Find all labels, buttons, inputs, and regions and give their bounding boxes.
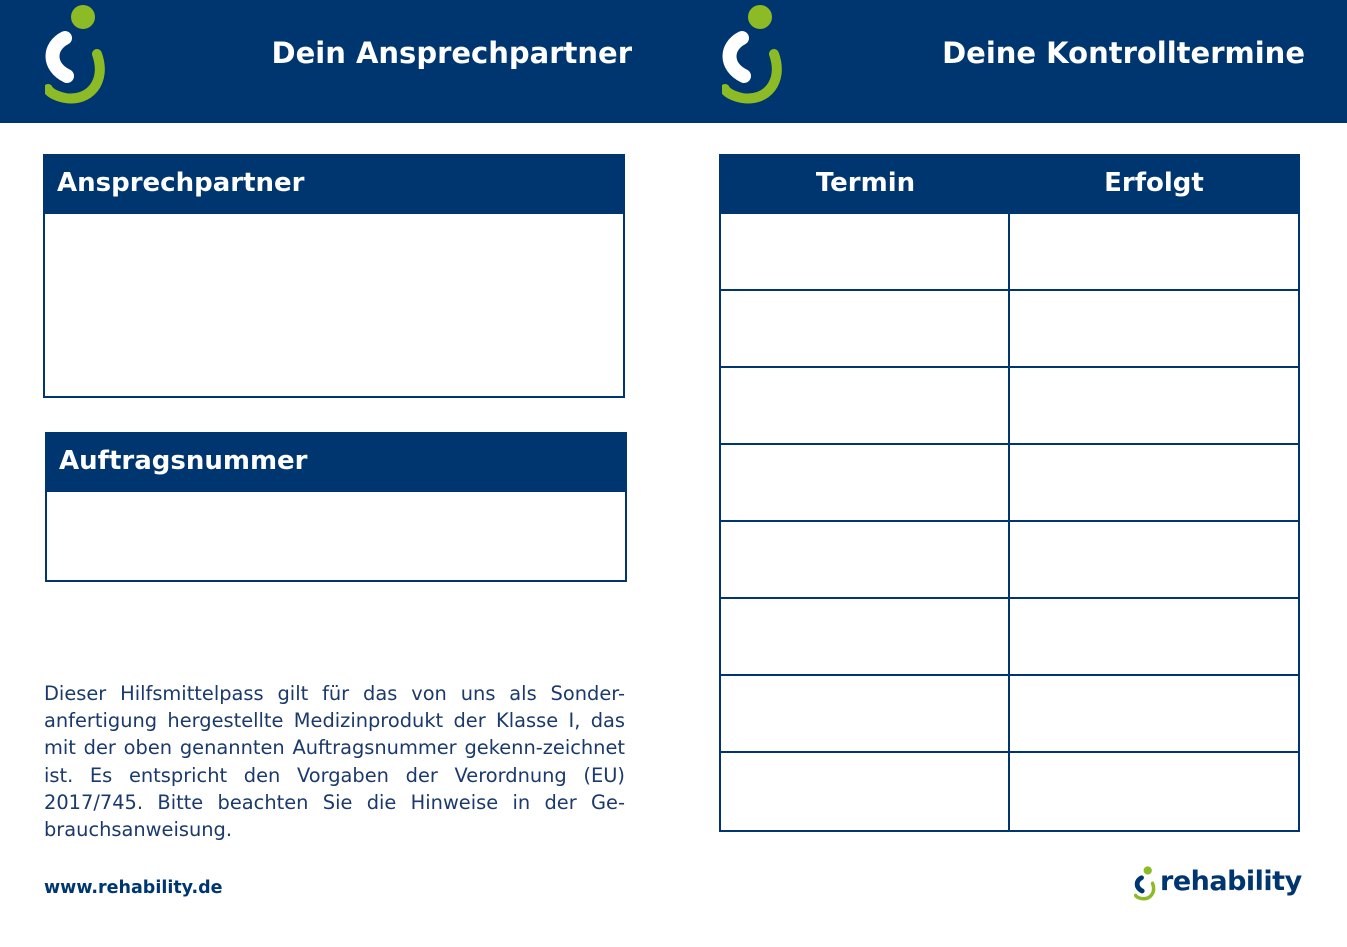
erfolgt-cell[interactable] bbox=[1010, 291, 1298, 368]
erfolgt-cell[interactable] bbox=[1010, 676, 1298, 753]
termin-cell[interactable] bbox=[721, 522, 1010, 599]
termin-cell[interactable] bbox=[721, 291, 1010, 368]
rehability-logo-icon bbox=[1134, 866, 1158, 902]
disclaimer-text: Dieser Hilfsmittelpass gilt für das von uns als Sonder-anfertigung hergestellte Medizinprodukt der Klasse I, das mit der oben genannten Auftragsnummer gekenn-zeichnet ist. Es entspricht den Vorgaben der Verordnung (EU) 2017/745. Bitte beachten Sie die Hinweise in der Ge-brauchsanweisung. bbox=[44, 682, 625, 842]
termin-cell[interactable] bbox=[721, 753, 1010, 830]
termin-cell[interactable] bbox=[721, 599, 1010, 676]
order-number-heading: Auftragsnummer bbox=[47, 434, 625, 492]
erfolgt-cell[interactable] bbox=[1010, 599, 1298, 676]
column-header-termin: Termin bbox=[815, 168, 916, 198]
order-number-field[interactable] bbox=[47, 492, 625, 580]
erfolgt-cell[interactable] bbox=[1010, 753, 1298, 830]
page-title-contact: Dein Ansprechpartner bbox=[271, 36, 632, 70]
rehability-logo-icon bbox=[722, 4, 788, 108]
erfolgt-cell[interactable] bbox=[1010, 522, 1298, 599]
appointments-table-header bbox=[721, 156, 1298, 214]
termin-cell[interactable] bbox=[721, 368, 1010, 445]
termin-cell[interactable] bbox=[721, 676, 1010, 753]
header-bar bbox=[0, 0, 1347, 123]
termin-cell[interactable] bbox=[721, 445, 1010, 522]
erfolgt-cell[interactable] bbox=[1010, 368, 1298, 445]
contact-box bbox=[43, 154, 625, 398]
contact-field[interactable] bbox=[45, 214, 623, 396]
brand-wordmark: rehability bbox=[1160, 866, 1302, 897]
rehability-logo-icon bbox=[45, 4, 111, 108]
appointments-table bbox=[719, 154, 1300, 832]
contact-box-heading: Ansprechpartner bbox=[45, 156, 623, 214]
page-title-appointments: Deine Kontrolltermine bbox=[942, 36, 1305, 70]
erfolgt-cell[interactable] bbox=[1010, 214, 1298, 291]
order-number-box bbox=[45, 432, 627, 582]
erfolgt-cell[interactable] bbox=[1010, 445, 1298, 522]
column-header-erfolgt: Erfolgt bbox=[1104, 168, 1204, 198]
website-link[interactable]: www.rehability.de bbox=[44, 878, 223, 898]
termin-cell[interactable] bbox=[721, 214, 1010, 291]
